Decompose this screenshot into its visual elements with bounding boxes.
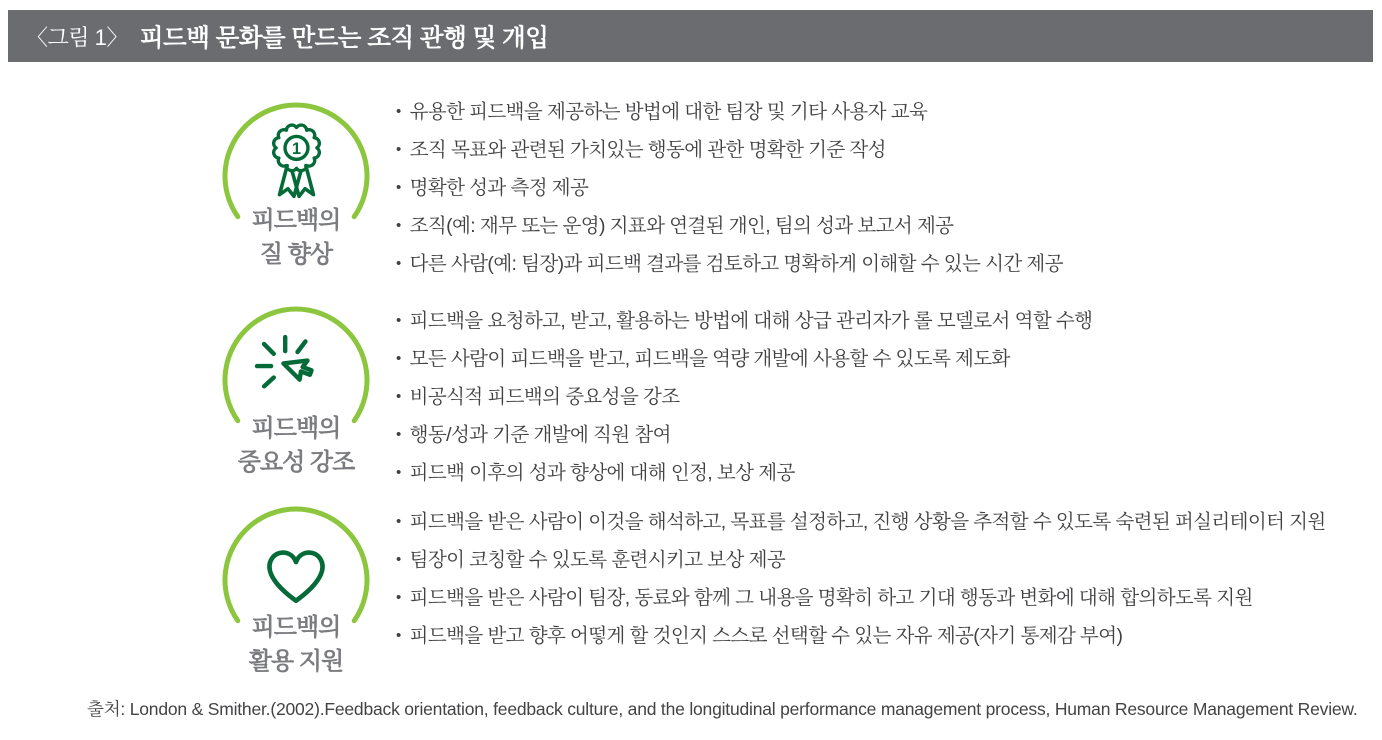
section1-label-line2: 질 향상 (259, 241, 333, 268)
section1-label-line1: 피드백의 (251, 207, 341, 234)
bullet-item: • 비공식적 피드백의 중요성을 강조 (396, 379, 1092, 417)
section3-label-line1: 피드백의 (251, 614, 341, 641)
section2-label-line2: 중요성 강조 (237, 449, 355, 476)
bullet-item: • 명확한 성과 측정 제공 (396, 170, 1063, 208)
source-citation: 출처: London & Smither.(2002).Feedback orientation, feedback culture, and the longitudinal performance management process, Human Resource Management Review. (87, 699, 1358, 719)
section3-label-line2: 활용 지원 (248, 648, 344, 675)
section3-bullet-list (396, 504, 1326, 656)
bullet-item: • 조직(예: 재무 또는 운영) 지표와 연결된 개인, 팀의 성과 보고서 제공 (396, 208, 1063, 246)
bullet-item: • 피드백을 받은 사람이 팀장, 동료와 함께 그 내용을 명확히 하고 기대 행동과 변화에 대해 합의하도록 지원 (396, 580, 1326, 618)
section1-label (196, 204, 396, 272)
bullet-item: • 유용한 피드백을 제공하는 방법에 대한 팀장 및 기타 사용자 교육 (396, 94, 1063, 132)
section1-bullet-list (396, 94, 1063, 284)
section3-label (196, 611, 396, 679)
bullet-item: • 팀장이 코칭할 수 있도록 훈련시키고 보상 제공 (396, 542, 1326, 580)
bullet-item: • 행동/성과 기준 개발에 직원 참여 (396, 417, 1092, 455)
section2-label-line1: 피드백의 (251, 415, 341, 442)
section2-bullet-list (396, 303, 1092, 493)
medal-number-text: 1 (292, 139, 301, 158)
figure-number-label: 〈그림 1〉 (26, 24, 128, 50)
bullet-item: • 다른 사람(예: 팀장)과 피드백 결과를 검토하고 명확하게 이해할 수 있는 시간 제공 (396, 246, 1063, 284)
bullet-item: • 피드백을 받은 사람이 이것을 해석하고, 목표를 설정하고, 진행 상황을 추적할 수 있도록 숙련된 퍼실리테이터 지원 (396, 504, 1326, 542)
figure-header-bar (8, 10, 1373, 62)
bullet-item: • 피드백을 요청하고, 받고, 활용하는 방법에 대해 상급 관리자가 롤 모델로서 역할 수행 (396, 303, 1092, 341)
cursor-click-icon (250, 330, 338, 418)
bullet-item: • 모든 사람이 피드백을 받고, 피드백을 역량 개발에 사용할 수 있도록 제도화 (396, 341, 1092, 379)
heart-icon (254, 531, 338, 615)
bullet-item: • 조직 목표와 관련된 가치있는 행동에 관한 명확한 기준 작성 (396, 132, 1063, 170)
bullet-item: • 피드백을 받고 향후 어떻게 할 것인지 스스로 선택할 수 있는 자유 제공(자기 통제감 부여) (396, 618, 1326, 656)
section2-label (196, 412, 396, 480)
bullet-item: • 피드백 이후의 성과 향상에 대해 인정, 보상 제공 (396, 455, 1092, 493)
medal-number-1-icon (254, 119, 339, 204)
figure-title: 피드백 문화를 만드는 조직 관행 및 개입 (139, 24, 549, 52)
